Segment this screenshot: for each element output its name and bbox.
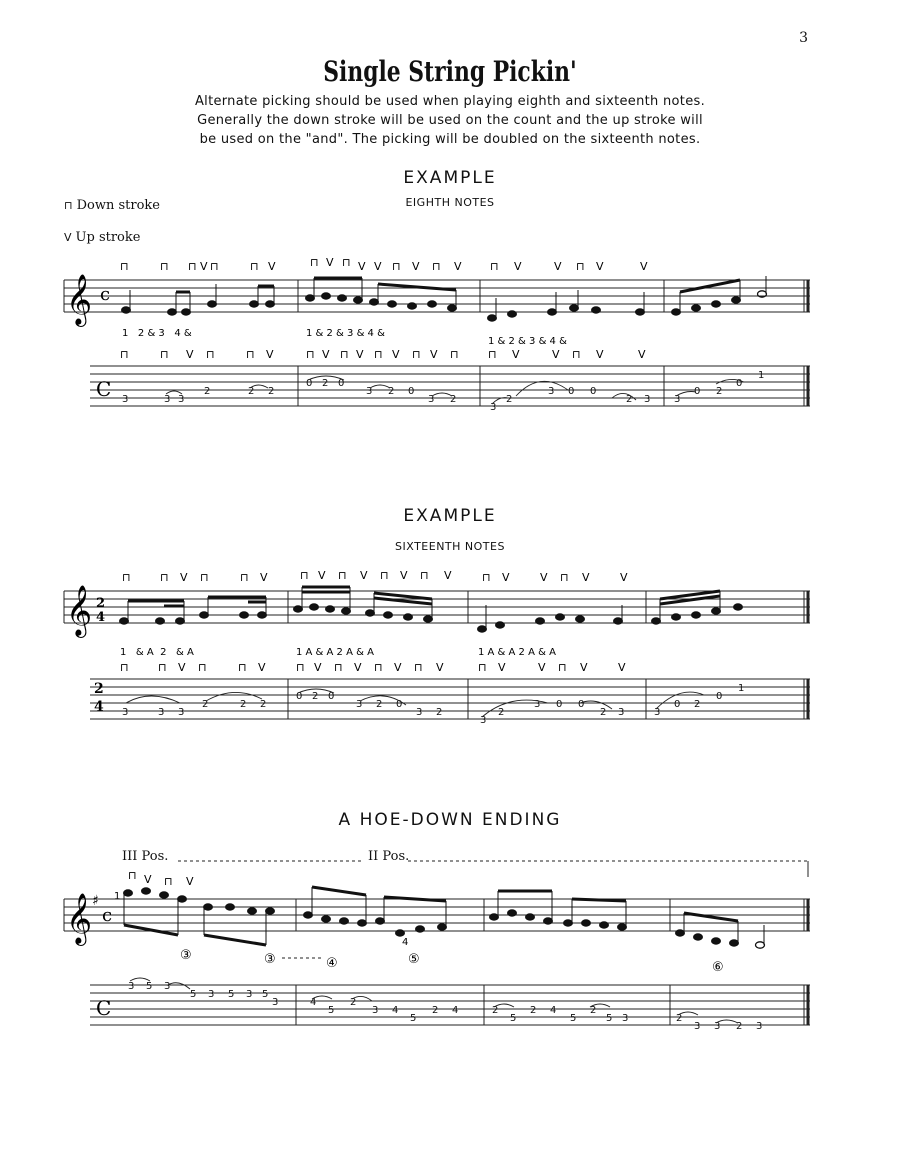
string-circle: ⑥: [712, 960, 724, 975]
svg-text:3: 3: [622, 1013, 629, 1024]
tab-time-sig-top-icon: 2: [94, 681, 104, 697]
svg-text:3: 3: [272, 997, 279, 1008]
svg-text:V: V: [354, 661, 362, 674]
svg-text:3: 3: [694, 1021, 701, 1032]
legend-down-label: Down stroke: [76, 198, 160, 213]
svg-text:⊓: ⊓: [374, 348, 383, 361]
string-circle: ④: [326, 956, 338, 971]
position-label-second: II Pos.: [368, 849, 410, 864]
svg-text:3: 3: [208, 989, 215, 1000]
svg-text:⊓: ⊓: [576, 260, 585, 273]
svg-text:2: 2: [350, 997, 357, 1008]
svg-text:V: V: [580, 661, 588, 674]
svg-text:⊓: ⊓: [200, 571, 209, 584]
tab-common-time-icon: C: [96, 996, 112, 1020]
svg-text:V: V: [260, 571, 268, 584]
svg-text:5: 5: [606, 1013, 613, 1024]
legend-down-stroke: [64, 198, 160, 213]
treble-clef-icon: 𝄞: [66, 585, 93, 636]
svg-text:2: 2: [322, 378, 329, 389]
svg-text:V: V: [538, 661, 546, 674]
svg-text:1: 1: [758, 370, 765, 381]
svg-text:0: 0: [568, 386, 575, 397]
svg-text:5: 5: [190, 989, 197, 1000]
svg-text:⊓: ⊓: [420, 569, 429, 582]
treble-clef-icon: 𝄞: [66, 893, 93, 944]
svg-text:2: 2: [506, 394, 513, 405]
svg-text:V: V: [268, 260, 276, 273]
svg-text:3: 3: [372, 1005, 379, 1016]
svg-text:V: V: [326, 256, 334, 269]
svg-text:V: V: [512, 348, 520, 361]
svg-text:⊓: ⊓: [450, 348, 459, 361]
tab-numbers: [122, 683, 744, 726]
svg-text:V: V: [412, 260, 420, 273]
svg-text:3: 3: [122, 394, 129, 405]
svg-text:2: 2: [498, 707, 505, 718]
svg-text:V: V: [514, 260, 522, 273]
svg-text:V: V: [186, 875, 194, 888]
svg-text:0: 0: [306, 378, 313, 389]
svg-text:2: 2: [202, 699, 209, 710]
svg-text:V: V: [144, 873, 152, 886]
svg-text:⊓: ⊓: [120, 260, 129, 273]
string-circle: ③: [180, 948, 192, 963]
svg-text:⊓: ⊓: [478, 661, 487, 674]
svg-text:⊓: ⊓: [120, 348, 129, 361]
svg-text:5: 5: [410, 1013, 417, 1024]
common-time-icon: c: [100, 284, 111, 305]
svg-text:3: 3: [164, 394, 171, 405]
tab-time-sig-bottom-icon: 4: [94, 699, 104, 715]
svg-text:0: 0: [328, 691, 335, 702]
svg-text:4: 4: [452, 1005, 459, 1016]
svg-text:V: V: [394, 661, 402, 674]
svg-text:3: 3: [356, 699, 363, 710]
tab-numbers: [122, 370, 764, 413]
svg-text:5: 5: [262, 989, 269, 1000]
svg-text:V: V: [430, 348, 438, 361]
tab-common-time-icon: C: [96, 377, 112, 401]
svg-text:V: V: [436, 661, 444, 674]
svg-text:⊓: ⊓: [482, 571, 491, 584]
svg-text:⊓: ⊓: [560, 571, 569, 584]
svg-text:3: 3: [714, 1021, 721, 1032]
stroke-marks: [122, 569, 628, 584]
svg-text:2: 2: [450, 394, 457, 405]
music-system-eighth-notes: [0, 250, 900, 420]
svg-text:2: 2: [376, 699, 383, 710]
string-circle: ⑤: [408, 952, 420, 967]
svg-text:⊓: ⊓: [374, 661, 383, 674]
svg-text:4: 4: [550, 1005, 557, 1016]
svg-text:⊓: ⊓: [412, 348, 421, 361]
svg-text:⊓: ⊓: [414, 661, 423, 674]
svg-text:⊓: ⊓: [340, 348, 349, 361]
svg-text:V: V: [358, 260, 366, 273]
count-line: 1 A & A 2 A & A: [478, 647, 556, 658]
svg-text:V: V: [640, 260, 648, 273]
time-sig-bottom-icon: 4: [96, 610, 106, 625]
stroke-marks-lower: [120, 348, 646, 361]
svg-text:⊓: ⊓: [490, 260, 499, 273]
svg-text:⊓: ⊓: [198, 661, 207, 674]
svg-text:⊓: ⊓: [160, 348, 169, 361]
svg-text:⊓: ⊓: [238, 661, 247, 674]
svg-text:⊓: ⊓: [334, 661, 343, 674]
svg-text:3: 3: [480, 715, 487, 726]
string-circle: ③: [264, 952, 276, 967]
svg-text:V: V: [552, 348, 560, 361]
svg-text:0: 0: [578, 699, 585, 710]
svg-text:V: V: [554, 260, 562, 273]
svg-text:V: V: [178, 661, 186, 674]
svg-text:2: 2: [600, 707, 607, 718]
svg-text:V: V: [356, 348, 364, 361]
time-sig-top-icon: 2: [96, 596, 106, 611]
svg-text:V: V: [502, 571, 510, 584]
svg-text:3: 3: [548, 386, 555, 397]
svg-text:3: 3: [178, 394, 185, 405]
svg-text:V: V: [596, 348, 604, 361]
count-line: 1 & 2 & 3 & 4 &: [306, 328, 385, 339]
svg-text:3: 3: [654, 707, 661, 718]
section-subheading-eighth: EIGHTH NOTES: [405, 196, 495, 209]
svg-text:5: 5: [146, 981, 153, 992]
svg-text:2: 2: [436, 707, 443, 718]
svg-text:⊓: ⊓: [246, 348, 255, 361]
legend-up-label: Up stroke: [75, 230, 141, 245]
svg-text:⊓: ⊓: [432, 260, 441, 273]
svg-text:V: V: [200, 260, 208, 273]
svg-text:0: 0: [556, 699, 563, 710]
svg-text:4: 4: [392, 1005, 399, 1016]
svg-text:⊓: ⊓: [296, 661, 305, 674]
tab-staff: [90, 679, 810, 719]
section-heading-eighth: EXAMPLE: [403, 168, 497, 188]
svg-text:V: V: [392, 348, 400, 361]
section-heading-sixteenth: EXAMPLE: [403, 506, 497, 526]
svg-text:V: V: [180, 571, 188, 584]
stroke-marks: [120, 256, 648, 273]
svg-text:3: 3: [178, 707, 185, 718]
svg-text:3: 3: [158, 707, 165, 718]
svg-text:V: V: [258, 661, 266, 674]
intro-paragraph: [130, 92, 770, 149]
svg-text:2: 2: [248, 386, 255, 397]
svg-text:3: 3: [534, 699, 541, 710]
svg-text:3: 3: [366, 386, 373, 397]
sharp-icon: ♯: [92, 893, 99, 909]
svg-text:V: V: [400, 569, 408, 582]
tab-staff: [90, 985, 810, 1025]
svg-text:⊓: ⊓: [558, 661, 567, 674]
svg-text:⊓: ⊓: [380, 569, 389, 582]
svg-text:3: 3: [674, 394, 681, 405]
svg-text:V: V: [360, 569, 368, 582]
svg-text:V: V: [498, 661, 506, 674]
svg-text:⊓: ⊓: [120, 661, 129, 674]
notes-eighth: [122, 276, 767, 321]
svg-text:3: 3: [122, 707, 129, 718]
count-line: 1 & A 2 & A: [120, 647, 194, 658]
up-stroke-icon: V: [64, 231, 72, 244]
svg-text:0: 0: [396, 699, 403, 710]
count-markings: [120, 647, 556, 658]
svg-text:2: 2: [204, 386, 211, 397]
svg-text:2: 2: [626, 394, 633, 405]
svg-text:⊓: ⊓: [240, 571, 249, 584]
count-line: 1 A & A 2 A & A: [296, 647, 374, 658]
svg-text:⊓: ⊓: [572, 348, 581, 361]
svg-text:2: 2: [312, 691, 319, 702]
svg-text:⊓: ⊓: [122, 571, 131, 584]
string-markings: [180, 948, 724, 975]
svg-text:V: V: [444, 569, 452, 582]
legend-up-stroke: [64, 230, 140, 245]
svg-text:V: V: [620, 571, 628, 584]
page-title: Single String Pickin': [323, 55, 577, 88]
svg-text:2: 2: [736, 1021, 743, 1032]
svg-text:⊓: ⊓: [188, 260, 197, 273]
svg-text:0: 0: [694, 386, 701, 397]
section-heading-hoedown: A HOE-DOWN ENDING: [338, 810, 562, 830]
svg-text:V: V: [454, 260, 462, 273]
svg-text:⊓: ⊓: [306, 348, 315, 361]
svg-text:0: 0: [338, 378, 345, 389]
svg-text:3: 3: [756, 1021, 763, 1032]
svg-text:⊓: ⊓: [164, 875, 173, 888]
svg-text:⊓: ⊓: [300, 569, 309, 582]
svg-text:V: V: [322, 348, 330, 361]
position-label-third: III Pos.: [122, 849, 169, 864]
count-line: 1 & 2 & 3 & 4 &: [488, 336, 567, 347]
svg-text:V: V: [318, 569, 326, 582]
svg-text:3: 3: [416, 707, 423, 718]
svg-text:5: 5: [570, 1013, 577, 1024]
position-brackets: [178, 861, 808, 877]
svg-text:0: 0: [736, 378, 743, 389]
svg-text:2: 2: [676, 1013, 683, 1024]
svg-text:V: V: [596, 260, 604, 273]
svg-text:3: 3: [618, 707, 625, 718]
notes-sixteenth: [120, 587, 743, 632]
intro-line: Alternate picking should be used when playing eighth and sixteenth notes.: [194, 94, 706, 109]
intro-line: Generally the down stroke will be used on the count and the up stroke will: [197, 113, 703, 128]
svg-text:2: 2: [260, 699, 267, 710]
svg-text:⊓: ⊓: [342, 256, 351, 269]
common-time-icon: c: [102, 905, 113, 926]
svg-text:0: 0: [590, 386, 597, 397]
svg-text:V: V: [582, 571, 590, 584]
svg-text:⊓: ⊓: [488, 348, 497, 361]
svg-text:5: 5: [228, 989, 235, 1000]
count-line: 1 2 & 3 4 &: [122, 328, 192, 339]
svg-text:2: 2: [694, 699, 701, 710]
svg-text:2: 2: [432, 1005, 439, 1016]
svg-text:2: 2: [240, 699, 247, 710]
section-subheading-sixteenth: SIXTEENTH NOTES: [395, 540, 505, 553]
svg-text:3: 3: [490, 402, 497, 413]
svg-text:2: 2: [590, 1005, 597, 1016]
svg-text:V: V: [266, 348, 274, 361]
stroke-marks: [128, 869, 194, 888]
svg-text:4: 4: [310, 997, 317, 1008]
stroke-marks-lower: [120, 661, 626, 674]
page-number: 3: [799, 30, 808, 46]
svg-text:5: 5: [510, 1013, 517, 1024]
svg-text:3: 3: [428, 394, 435, 405]
intro-line: be used on the "and". The picking will be doubled on the sixteenth notes.: [199, 132, 701, 147]
svg-text:⊓: ⊓: [310, 256, 319, 269]
svg-text:0: 0: [674, 699, 681, 710]
svg-text:3: 3: [246, 989, 253, 1000]
music-system-hoedown: [0, 855, 900, 1055]
svg-text:⊓: ⊓: [128, 869, 137, 882]
svg-text:V: V: [540, 571, 548, 584]
svg-text:⊓: ⊓: [206, 348, 215, 361]
svg-text:2: 2: [492, 1005, 499, 1016]
svg-text:⊓: ⊓: [160, 571, 169, 584]
fingering-number: 4: [402, 937, 409, 948]
svg-text:2: 2: [268, 386, 275, 397]
svg-text:⊓: ⊓: [158, 661, 167, 674]
svg-text:0: 0: [408, 386, 415, 397]
svg-text:⊓: ⊓: [392, 260, 401, 273]
treble-clef-icon: 𝄞: [66, 274, 93, 325]
svg-text:3: 3: [128, 981, 135, 992]
svg-text:2: 2: [716, 386, 723, 397]
svg-text:V: V: [638, 348, 646, 361]
notes-hoedown: [124, 887, 765, 948]
count-markings: [122, 328, 567, 347]
svg-text:5: 5: [328, 1005, 335, 1016]
music-system-sixteenth-notes: [0, 565, 900, 735]
fingering-number: 1: [114, 891, 121, 902]
svg-text:3: 3: [164, 981, 171, 992]
svg-text:V: V: [186, 348, 194, 361]
svg-text:2: 2: [530, 1005, 537, 1016]
svg-text:0: 0: [296, 691, 303, 702]
svg-text:V: V: [618, 661, 626, 674]
svg-text:⊓: ⊓: [210, 260, 219, 273]
svg-text:⊓: ⊓: [250, 260, 259, 273]
svg-text:V: V: [314, 661, 322, 674]
tab-numbers: [128, 981, 762, 1032]
svg-text:⊓: ⊓: [338, 569, 347, 582]
svg-text:2: 2: [388, 386, 395, 397]
svg-text:3: 3: [644, 394, 651, 405]
svg-text:V: V: [374, 260, 382, 273]
down-stroke-icon: ⊓: [64, 199, 73, 212]
svg-text:⊓: ⊓: [160, 260, 169, 273]
svg-text:1: 1: [738, 683, 745, 694]
svg-text:0: 0: [716, 691, 723, 702]
